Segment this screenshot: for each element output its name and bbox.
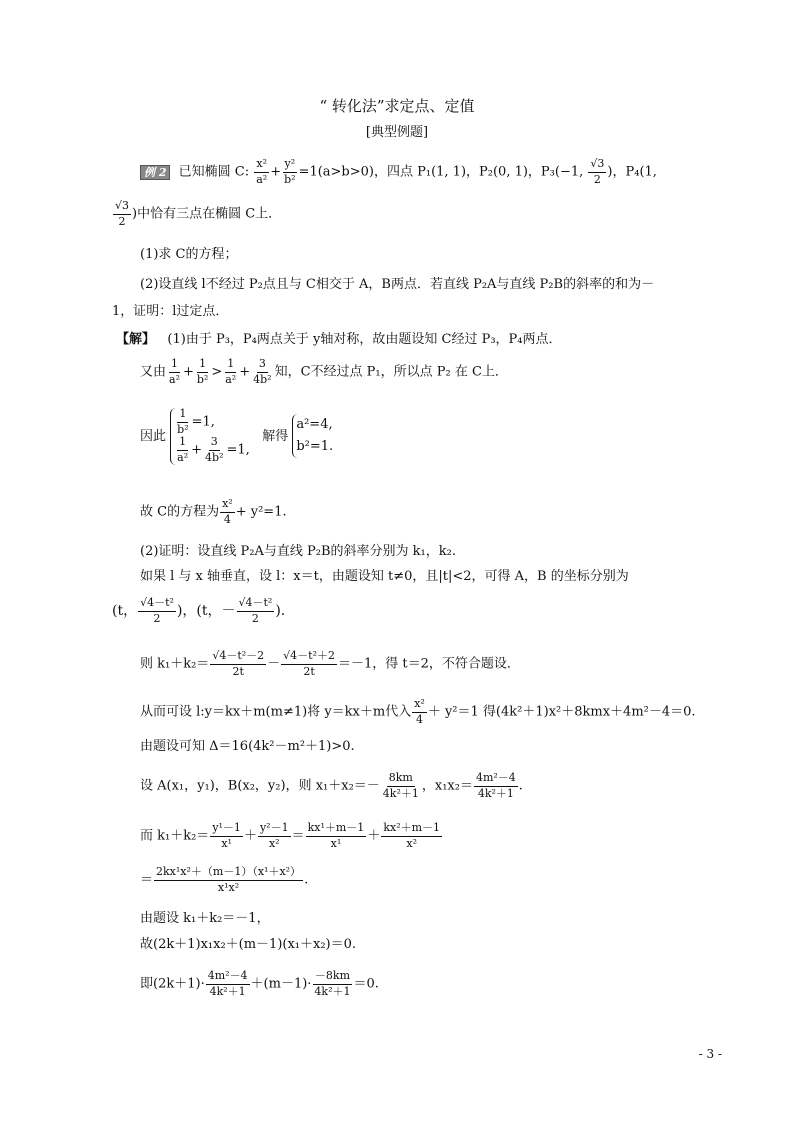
sol-3-b: 解得 xyxy=(262,428,289,444)
fraction-sqrt3-2-b: $\frac{√3}{2}$ xyxy=(115,199,130,228)
solution-text-1: (1)由于 P₃，P₄两点关于 y轴对称，故由题设知 C经过 P₃，P₄两点． xyxy=(167,332,562,347)
page-subtitle: [典型例题] xyxy=(365,125,429,140)
fraction-sqrt3-2: $\frac{√3}{2}$ xyxy=(590,157,605,186)
solution-line-4 xyxy=(140,498,287,526)
sol-3-a: 因此 xyxy=(140,428,167,444)
question-part-1: (1)求 C的方程； xyxy=(140,247,238,262)
example-badge: 例 2 xyxy=(140,165,170,180)
sol-4-b: + y²=1. xyxy=(235,504,287,520)
sol-16-b: ＋(m－1)· xyxy=(250,976,312,992)
solution-line-16: 即(2k＋1)· $\frac{\text{4m²－4}}{\text{4k²＋1}}$ ＋(m－1)· $\frac{-8km}{\text{4k²＋1}}$ ＝0. xyxy=(140,969,379,998)
sol-11-b: ，x₁x₂＝ xyxy=(421,778,473,794)
sol-16-c: ＝0. xyxy=(353,976,379,992)
q-intro-b: =1(a>b>0)，四点 P₁(1, 1)，P₂(0, 1)，P₃(−1, xyxy=(298,164,588,180)
sol-2-a: 又由 xyxy=(140,364,167,380)
solution-label: 【解】 xyxy=(116,332,156,347)
question-part-2b: 1，证明：l过定点． xyxy=(112,304,229,319)
sol-16-a: 即(2k＋1)· xyxy=(140,976,205,992)
solution-line-14: 由题设 k₁＋k₂＝－1， xyxy=(140,911,270,926)
question-line-1: 例 2 已知椭圆 C: $\frac{\text{x²}}{\text{a²}}$ + $\frac{\text{y²}}{\text{b²}}$ =1(a>b>0)，四点 P₁(1, 1)，P₂(0, 1)，P₃(−1, $\frac{√3}{2}$ )，P₄(1, xyxy=(140,158,657,186)
solution-line-13: ＝ $\frac{\text{2kx¹x²＋（m－1）（x¹＋x²）}}{\text{x¹x²}}$ . xyxy=(140,865,309,894)
sol-11-a: 设 A(x₁，y₁)，B(x₂，y₂)，则 x₁＋x₂＝－ xyxy=(140,778,380,794)
question-part-2a: (2)设直线 l不经过 P₂点且与 C相交于 A，B两点．若直线 P₂A与直线 P₂B的斜率的和为－ xyxy=(140,277,655,292)
solution-line-9: 从而可设 l:y＝kx＋m(m≠1)将 y＝kx＋m代入 $\frac{\text{x²}}{4}$ ＋ y²＝1 得(4k²＋1)x²＋8kmx＋4m²－4＝0. xyxy=(140,697,696,726)
solution-line-5: (2)证明：设直线 P₂A与直线 P₂B的斜率分别为 k₁，k₂. xyxy=(140,544,456,559)
solution-line-7: (t， $\frac{\text{√4－t²}}{2}$ )，(t，－ $\frac{\text{√4－t²}}{2}$ ). xyxy=(112,596,286,625)
solution-system xyxy=(140,408,333,465)
solution-values: a²=4, b²=1. xyxy=(292,414,333,458)
sol-8-a: 则 k₁＋k₂＝ xyxy=(140,656,210,672)
page-number: - 3 - xyxy=(698,1047,722,1061)
sol-4-a: 故 C的方程为 xyxy=(140,504,220,520)
frac-1-b2: $\frac{1}{\text{b²}}$ xyxy=(196,357,209,386)
solution-line-1 xyxy=(116,333,562,346)
equation-system: $\frac{1}{\text{b²}}$ =1, $\frac{1}{\text{a²}}$ + $\frac{3}{\text{4b²}}$ =1, xyxy=(170,408,250,465)
q-intro-c: )，P₄(1, xyxy=(607,164,657,180)
sol-12-a: 而 k₁＋k₂＝ xyxy=(140,828,210,844)
fraction-y2-b2: $\frac{\text{y²}}{\text{b²}}$ xyxy=(284,157,296,186)
q-intro-a: 已知椭圆 C: xyxy=(178,164,254,180)
sol-2-b: 知，C不经过点 P₁，所以点 P₂ 在 C上． xyxy=(274,364,508,380)
solution-line-12: 而 k₁＋k₂＝ $\frac{\text{y¹－1}}{\text{x¹}}$ ＋ $\frac{\text{y²－1}}{\text{x²}}$ ＝ $\frac{\text{kx¹＋m－1}}{\text{x¹}}$ ＋ $\frac{\text{kx²＋m－1}}{\text{x²}}$ xyxy=(140,821,441,850)
solution-line-10: 由题设可知 Δ＝16(4k²－m²＋1)>0. xyxy=(140,739,355,754)
solution-line-15: 故(2k＋1)x₁x₂＋(m－1)(x₁＋x₂)＝0. xyxy=(140,937,357,952)
question-line-2 xyxy=(112,200,281,228)
q-line2: )中恰有三点在椭圆 C上． xyxy=(132,206,282,222)
frac-1-a2: $\frac{1}{\text{a²}}$ xyxy=(169,357,180,386)
sol-9-b: ＋ y²＝1 得(4k²＋1)x²＋8kmx＋4m²－4＝0. xyxy=(427,704,696,720)
fraction-x2-a2: $\frac{\text{x²}}{\text{a²}}$ xyxy=(256,157,268,186)
frac-x2-4: $\frac{\text{x²}}{4}$ xyxy=(222,497,233,526)
page-title: “ 转化法”求定点、定值 xyxy=(319,97,475,115)
solution-line-8: 则 k₁＋k₂＝ $\frac{\text{√4－t²－2}}{2t}$ － $\frac{\text{√4－t²＋2}}{2t}$ ＝－1，得 t＝2，不符合题设． xyxy=(140,649,520,678)
sol-8-b: ＝－1，得 t＝2，不符合题设． xyxy=(338,656,520,672)
solution-line-6: 如果 l 与 x 轴垂直，设 l：x＝t，由题设知 t≠0，且|t|<2，可得 A，B 的坐标分别为 xyxy=(140,569,629,584)
frac-3-4b2: $\frac{3}{\text{4b²}}$ xyxy=(253,357,272,386)
solution-line-11: 设 A(x₁，y₁)，B(x₂，y₂)，则 x₁＋x₂＝－ $\frac{8km}{\text{4k²＋1}}$ ，x₁x₂＝ $\frac{\text{4m²－4}}{\text{4k²＋1}}$ . xyxy=(140,771,523,800)
solution-line-2: 又由 $\frac{1}{\text{a²}}$ + $\frac{1}{\text{b²}}$ > $\frac{1}{\text{a²}}$ + $\frac{3}{\text{4b²}}$ 知，C不经过点 P₁，所以点 P₂ 在 C上． xyxy=(140,357,508,386)
frac-1-a2-b: $\frac{1}{\text{a²}}$ xyxy=(225,357,237,386)
sol-9: 从而可设 l:y＝kx＋m(m≠1)将 y＝kx＋m代入 xyxy=(140,704,412,720)
